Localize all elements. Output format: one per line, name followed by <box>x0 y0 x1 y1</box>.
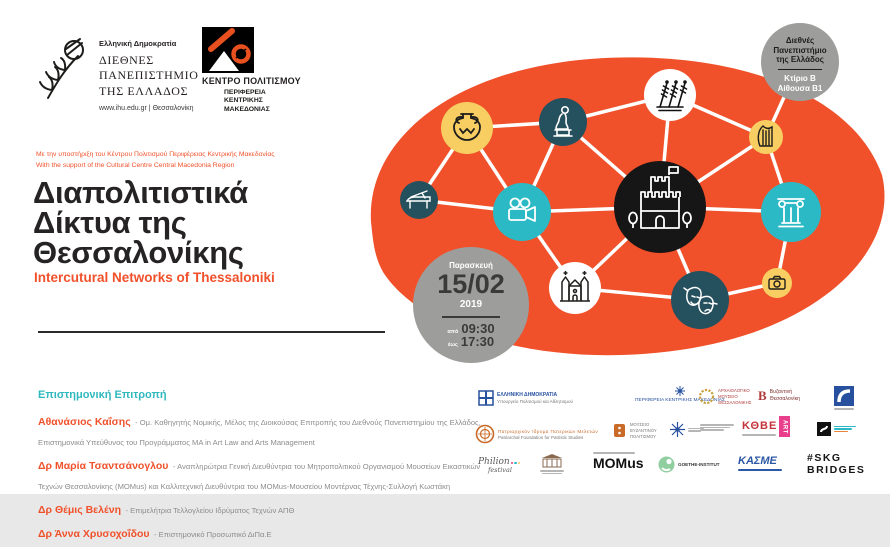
ihu-country-label: Ελληνική Δημοκρατία <box>99 39 177 48</box>
science-centre-text-bar <box>834 431 848 433</box>
support-note <box>36 150 275 171</box>
venue-room: Αίθουσα Β1 <box>777 84 823 94</box>
logo-classical-building <box>540 454 564 474</box>
gold-wreath-icon <box>698 388 715 405</box>
skg-line1: #SKG <box>807 452 842 464</box>
arch-museum-line1: ΑΡΧΑΙΟΛΟΓΙΚΟ <box>718 388 750 393</box>
logo-patriarchal-foundation <box>475 424 598 444</box>
ihu-name-line1: ΔΙΕΘΝΕΣ <box>99 52 154 67</box>
partner-logos <box>470 384 888 492</box>
art-box-icon <box>779 416 790 437</box>
culture-centre-sub1: ΠΕΡΙΦΕΡΕΙΑ <box>224 89 266 96</box>
black-square-icon <box>817 422 831 436</box>
support-note-el: Με την υποστήριξη του Κέντρου Πολιτισμού Περιφέρειας Κεντρικής Μακεδονίας <box>36 151 275 158</box>
logo-vergina-sun <box>670 422 704 437</box>
venue-org-line2: Πανεπιστήμιο <box>773 45 827 55</box>
member-role: - Επιμελήτρια Τελλογλείου Ιδρύματος Τεχνών ΑΠΘ <box>125 506 295 515</box>
philion-dot <box>511 462 514 465</box>
byz-museum-icon <box>612 422 627 439</box>
science-centre-text-bar <box>834 428 852 430</box>
member-name: Δρ Μαρία Τσαντσάνογλου <box>38 460 169 472</box>
committee-member <box>38 455 486 495</box>
committee-member <box>38 411 486 451</box>
metropolitan-text-bar <box>700 429 724 431</box>
kasme-caption-bar <box>738 469 782 471</box>
building-caption-bar <box>540 470 564 472</box>
logo-philion-festival <box>478 458 520 474</box>
kthbe-caption-bar <box>742 434 776 436</box>
metropolitan-text-bar <box>700 427 730 429</box>
time-to: 17:30 <box>460 334 495 350</box>
culture-centre-title: ΚΕΝΤΡΟ ΠΟΛΙΤΙΣΜΟΥ <box>202 76 301 86</box>
ihu-url: www.ihu.edu.gr | Θεσσαλονίκη <box>99 105 194 113</box>
kasme-wordmark: ΚΑΣΜΕ <box>738 455 777 467</box>
vergina-sun-icon <box>670 422 685 437</box>
kthbe-wordmark: ΚΘΒΕ <box>742 420 778 432</box>
byzantine-B-glyph: Β <box>758 388 767 404</box>
horizontal-rule <box>38 331 385 333</box>
byz-museum-line1: ΜΟΥΣΕΙΟ <box>630 422 650 427</box>
philion-sub: festival <box>488 466 512 474</box>
logo-skg-bridges <box>807 452 865 476</box>
byz-museum-line3: ΠΟΛΙΤΙΣΜΟΥ <box>630 434 656 439</box>
skg-line2: BRIDGES <box>807 464 866 477</box>
committee-member <box>38 523 486 543</box>
goethe-label: GOETHE-INSTITUT <box>678 462 720 467</box>
logo-metropolitan-organisation <box>700 424 734 431</box>
culture-centre-sub2: ΚΕΝΤΡΙΚΗΣ <box>224 97 263 105</box>
title-line2: Δίκτυα της <box>33 204 187 240</box>
logo-ministry-of-culture <box>478 390 573 406</box>
philion-dot <box>518 462 521 465</box>
arch-museum-line2: ΜΟΥΣΕΙΟ <box>718 394 738 400</box>
ihu-logo-text <box>99 40 199 112</box>
member-name: Αθανάσιος Καΐσης <box>38 416 131 428</box>
committee-member <box>38 499 486 519</box>
date-divider <box>442 316 500 318</box>
momus-wordmark: MOMus <box>593 454 644 471</box>
date-year: 2019 <box>459 299 483 310</box>
page-subtitle: Intercutural Networks of Thessaloniki <box>34 270 275 285</box>
ihu-laurel-logo <box>36 36 92 104</box>
white-tower-node <box>614 161 706 253</box>
building-caption-bar <box>542 473 562 475</box>
logo-art-box <box>779 416 790 437</box>
time-to-label: έως <box>447 342 458 349</box>
statue-node <box>539 98 587 146</box>
title-line1: Διαπολιτιστικά <box>33 175 248 210</box>
photo-camera-node <box>762 268 792 298</box>
byz-museum-line2: ΒΥΖΑΝΤΙΝΟΥ <box>630 428 657 433</box>
committee-heading: Επιστημονική Επιτροπή <box>38 389 167 401</box>
patriarchal-seal-icon <box>475 424 495 444</box>
logo-teloglion-foundation <box>834 386 854 410</box>
venue-badge <box>761 23 839 101</box>
logo-archaeological-museum <box>698 388 751 405</box>
region-label: ΠΕΡΙΦΕΡΕΙΑ ΚΕΝΤΡΙΚΗΣ ΜΑΚΕΔΟΝΙΑΣ <box>635 398 725 403</box>
member-role: - Επιστημονικό Προσωπικό ΔιΠα.Ε <box>154 530 272 539</box>
metropolitan-text-bar <box>700 424 734 426</box>
logo-kasme <box>738 456 782 471</box>
byzantine-line2: Θεσσαλονίκη <box>769 396 801 403</box>
title-line3: Θεσσαλονίκης <box>33 234 244 270</box>
greek-republic-emblem-icon <box>478 390 494 406</box>
date-value: 15/02 <box>437 269 505 299</box>
classical-building-icon <box>541 454 563 468</box>
venue-org-line3: της Ελλάδος <box>776 55 824 65</box>
philion-dot <box>514 462 517 465</box>
time-from: 09:30 <box>461 320 495 336</box>
ihu-name-line3: ΤΗΣ ΕΛΛΑΔΟΣ <box>99 83 189 98</box>
logo-momus <box>593 452 644 470</box>
grand-piano-node <box>400 181 438 219</box>
logo-museum-byzantine-culture <box>612 422 657 439</box>
logo-byzantine-thessaloniki <box>758 389 800 402</box>
logo-goethe-institut <box>658 456 720 473</box>
culture-centre-subtitle <box>224 89 270 114</box>
patriarchal-line1: Πατριαρχικόν Ίδρυμα Πατερικών Μελετών <box>498 428 599 434</box>
church-node <box>549 262 601 314</box>
region-sun-icon <box>675 386 685 396</box>
page-title <box>33 175 248 270</box>
philion-wordmark: Philion <box>478 457 510 467</box>
venue-divider <box>778 69 822 71</box>
ihu-name-line2: ΠΑΝΕΠΙΣΤΗΜΙΟ <box>99 68 199 83</box>
art-wordmark: ART <box>781 419 788 434</box>
time-from-label: από <box>447 328 459 335</box>
logo-science-centre <box>817 422 856 436</box>
science-centre-text-bar <box>834 426 856 428</box>
date-weekday: Παρασκευή <box>449 261 493 270</box>
support-note-en: With the support of the Cultural Centre Central Macedonia Region <box>36 161 235 169</box>
culture-centre-logo-icon <box>202 27 254 73</box>
video-camera-node <box>493 183 551 241</box>
culture-centre-sub3: ΜΑΚΕΔΟΝΙΑΣ <box>224 105 270 113</box>
logo-kthbe <box>742 421 777 436</box>
date-badge <box>413 247 529 363</box>
teloglion-square-icon <box>834 386 854 406</box>
teloglion-caption-bar <box>834 408 854 410</box>
member-role: - Αναπληρώτρια Γενική Διευθύντρια του Μητροπολιτικού Οργανισμού Μουσείων Εικαστικών Τεχνών Θεσσαλονίκης (MOMus) και Καλλιτεχνική Διευθύντρια του MOMus-Μουσείου Μοντέρνας Τέχνης-Συλλογή Κωστάκη <box>38 462 481 491</box>
patriarchal-line2: Patriarchal Foundation for Patristic Studies <box>498 434 584 440</box>
scientific-committee <box>38 389 486 547</box>
arch-museum-line3: ΘΕΣΣΑΛΟΝΙΚΗΣ <box>718 400 752 406</box>
venue-org-line1: Διεθνές <box>785 36 815 45</box>
member-name: Δρ Άννα Χρυσοχοΐδου <box>38 528 150 540</box>
member-role: - Ομ. Καθηγητής Νομικής, Μέλος της Διοικούσας Επιτροπής του Διεθνούς Πανεπιστημίου της Ελλάδος, Επιστημονικά Υπεύθυνος του Προγράμματος MA in Art Law and Arts Management <box>38 418 481 447</box>
goethe-circle-icon <box>658 456 675 473</box>
venue-building: Κτίριο Β <box>784 74 816 84</box>
momus-caption-bar <box>593 452 635 454</box>
ministry-line1: ΕΛΛΗΝΙΚΗ ΔΗΜΟΚΡΑΤΙΑ <box>497 392 558 398</box>
ministry-line2: Υπουργείο Πολιτισμού και Αθλητισμού <box>497 399 573 404</box>
umbrellas-node <box>644 69 696 121</box>
byzantine-line1: Βυζαντινή <box>769 389 793 395</box>
member-name: Δρ Θέμις Βελένη <box>38 504 121 516</box>
